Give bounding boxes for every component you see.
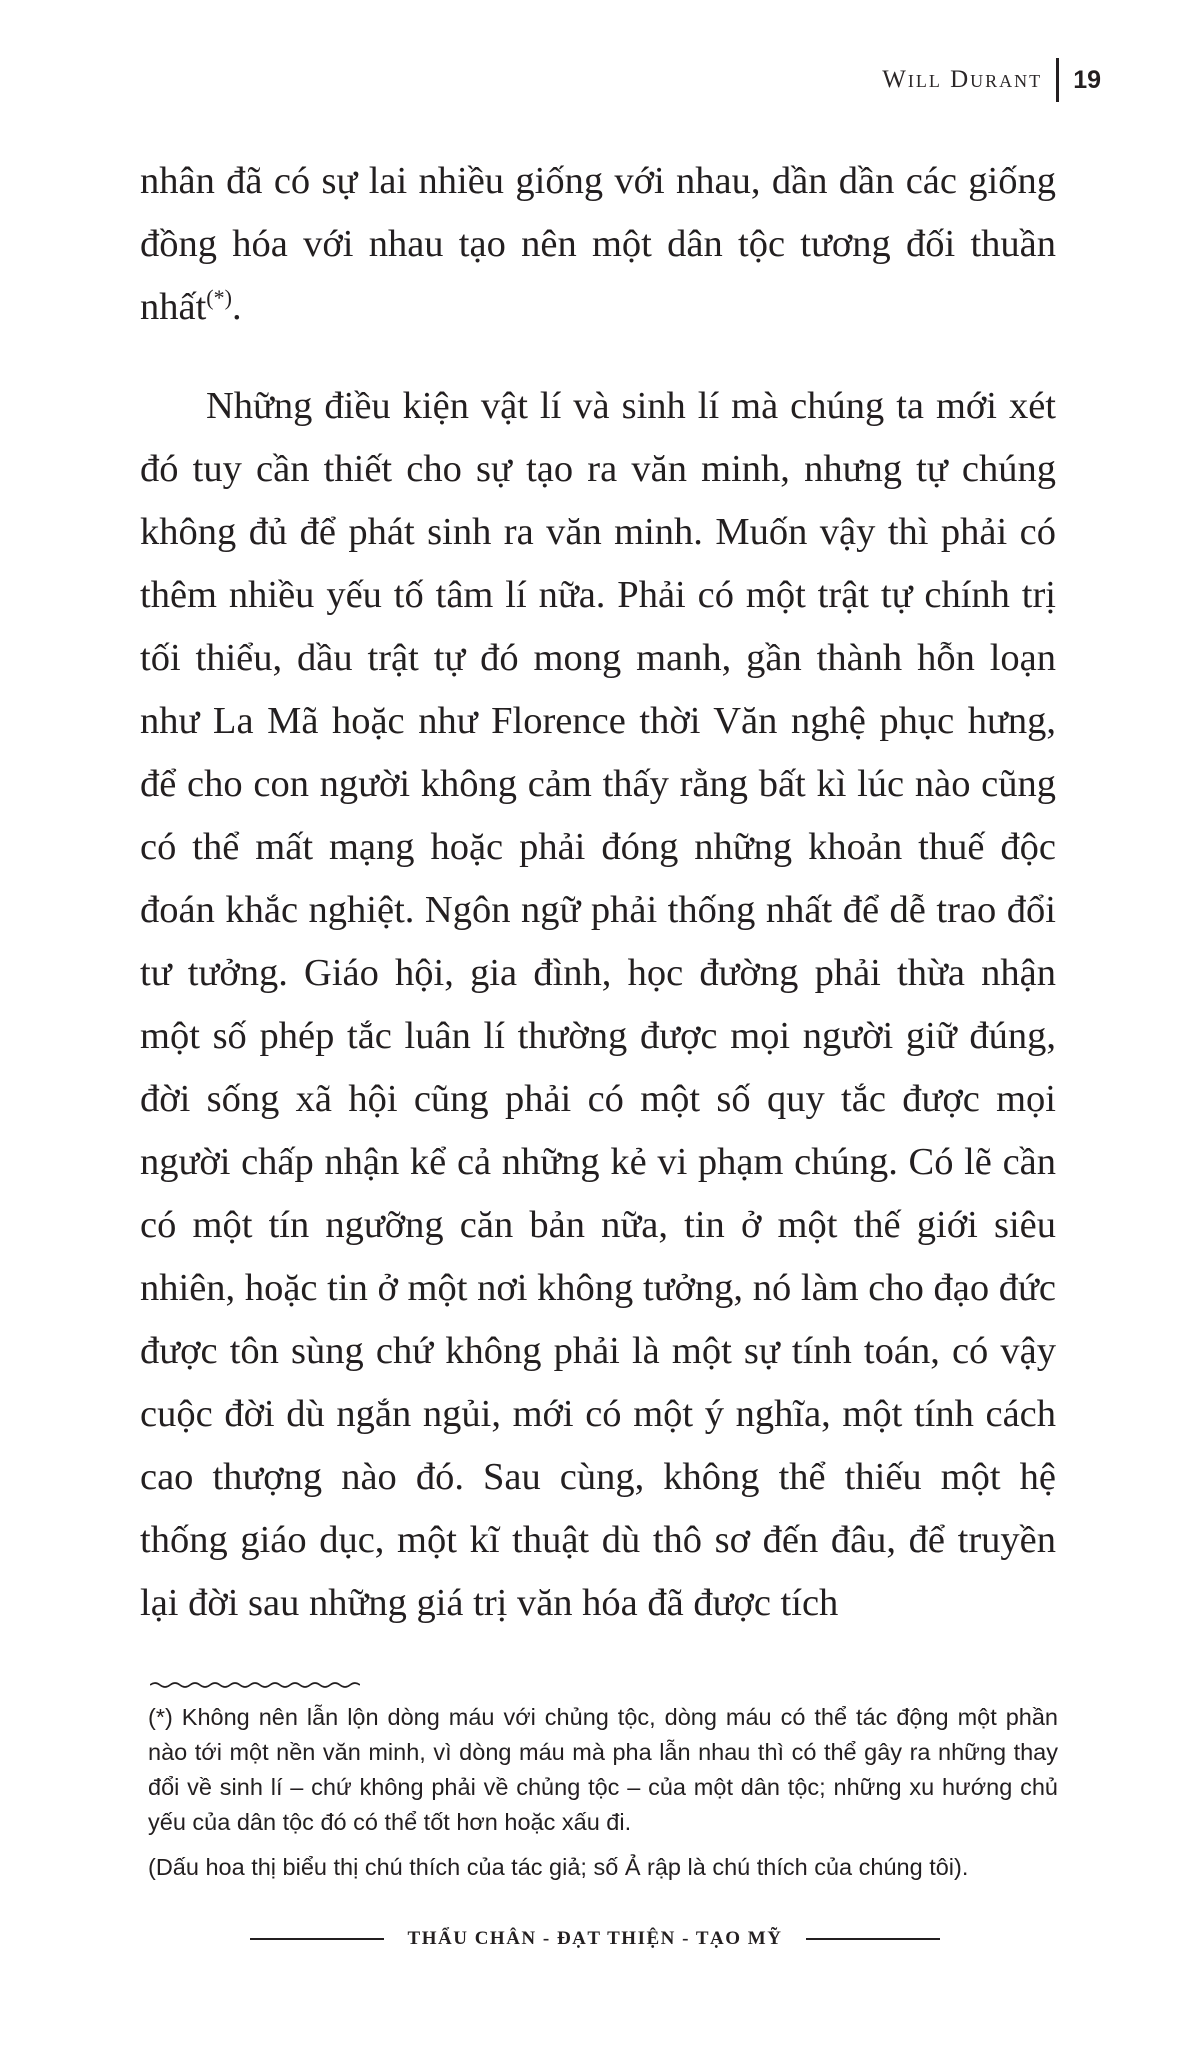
footnote-1: (*) Không nên lẫn lộn dòng máu với chủng tộc, dòng máu có thể tác động một phần nào tới một nền văn minh, vì dòng máu mà pha lẫn nhau thì có thể gây ra những thay đổi về sinh lí – chứ không phải về chủng tộc – của một dân tộc; những xu hướng chủ yếu của dân tộc đó có thể tốt hơn hoặc xấu đi. [148, 1704, 1058, 1835]
footnote-note: (Dấu hoa thị biểu thị chú thích của tác giả; số Ả rập là chú thích của chúng tôi). [148, 1854, 969, 1880]
paragraph-1 [140, 150, 1056, 339]
running-footer [250, 1928, 940, 1950]
running-header [882, 58, 1101, 102]
footer-rule-left [250, 1938, 384, 1940]
page-number: 19 [1073, 65, 1101, 94]
publisher-motto: THẨU CHÂN - ĐẠT THIỆN - TẠO MỸ [407, 1928, 783, 1949]
footnote-separator [150, 1680, 360, 1690]
header-divider [1056, 58, 1059, 102]
footnote-ref: (*) [206, 285, 232, 310]
paragraph-2: Những điều kiện vật lí và sinh lí mà chúng ta mới xét đó tuy cần thiết cho sự tạo ra văn minh, nhưng tự chúng không đủ để phát sinh ra văn minh. Muốn vậy thì phải có thêm nhiều yếu tố tâm lí nữa. Phải có một trật tự chính trị tối thiểu, dầu trật tự đó mong manh, gần thành hỗn loạn như La Mã hoặc như Florence thời Văn nghệ phục hưng, để cho con người không cảm thấy rằng bất kì lúc nào cũng có thể mất mạng hoặc phải đóng những khoản thuế độc đoán khắc nghiệt. Ngôn ngữ phải thống nhất để dễ trao đổi tư tưởng. Giáo hội, gia đình, học đường phải thừa nhận một số phép tắc luân lí thường được mọi người giữ đúng, đời sống xã hội cũng phải có một số quy tắc được mọi người chấp nhận kể cả những kẻ vi phạm chúng. Có lẽ cần có một tín ngưỡng căn bản nữa, tin ở một thế giới siêu nhiên, hoặc tin ở một nơi không tưởng, nó làm cho đạo đức được tôn sùng chứ không phải là một sự tính toán, có vậy cuộc đời dù ngắn ngủi, mới có một ý nghĩa, một tính cách cao thượng nào đó. Sau cùng, không thể thiếu một hệ thống giáo dục, một kĩ thuật dù thô sơ đến đâu, để truyền lại đời sau những giá trị văn hóa đã được tích [140, 385, 1056, 1624]
footnotes [148, 1700, 1058, 1885]
header-author: Will Durant [882, 66, 1043, 93]
main-text [140, 150, 1056, 1635]
paragraph-1-end: . [231, 286, 242, 328]
footer-rule-right [806, 1938, 940, 1940]
paragraph-1-text: nhân đã có sự lai nhiều giống với nhau, dần dần các giống đồng hóa với nhau tạo nên một dân tộc tương đối thuần nhất [140, 160, 1056, 328]
